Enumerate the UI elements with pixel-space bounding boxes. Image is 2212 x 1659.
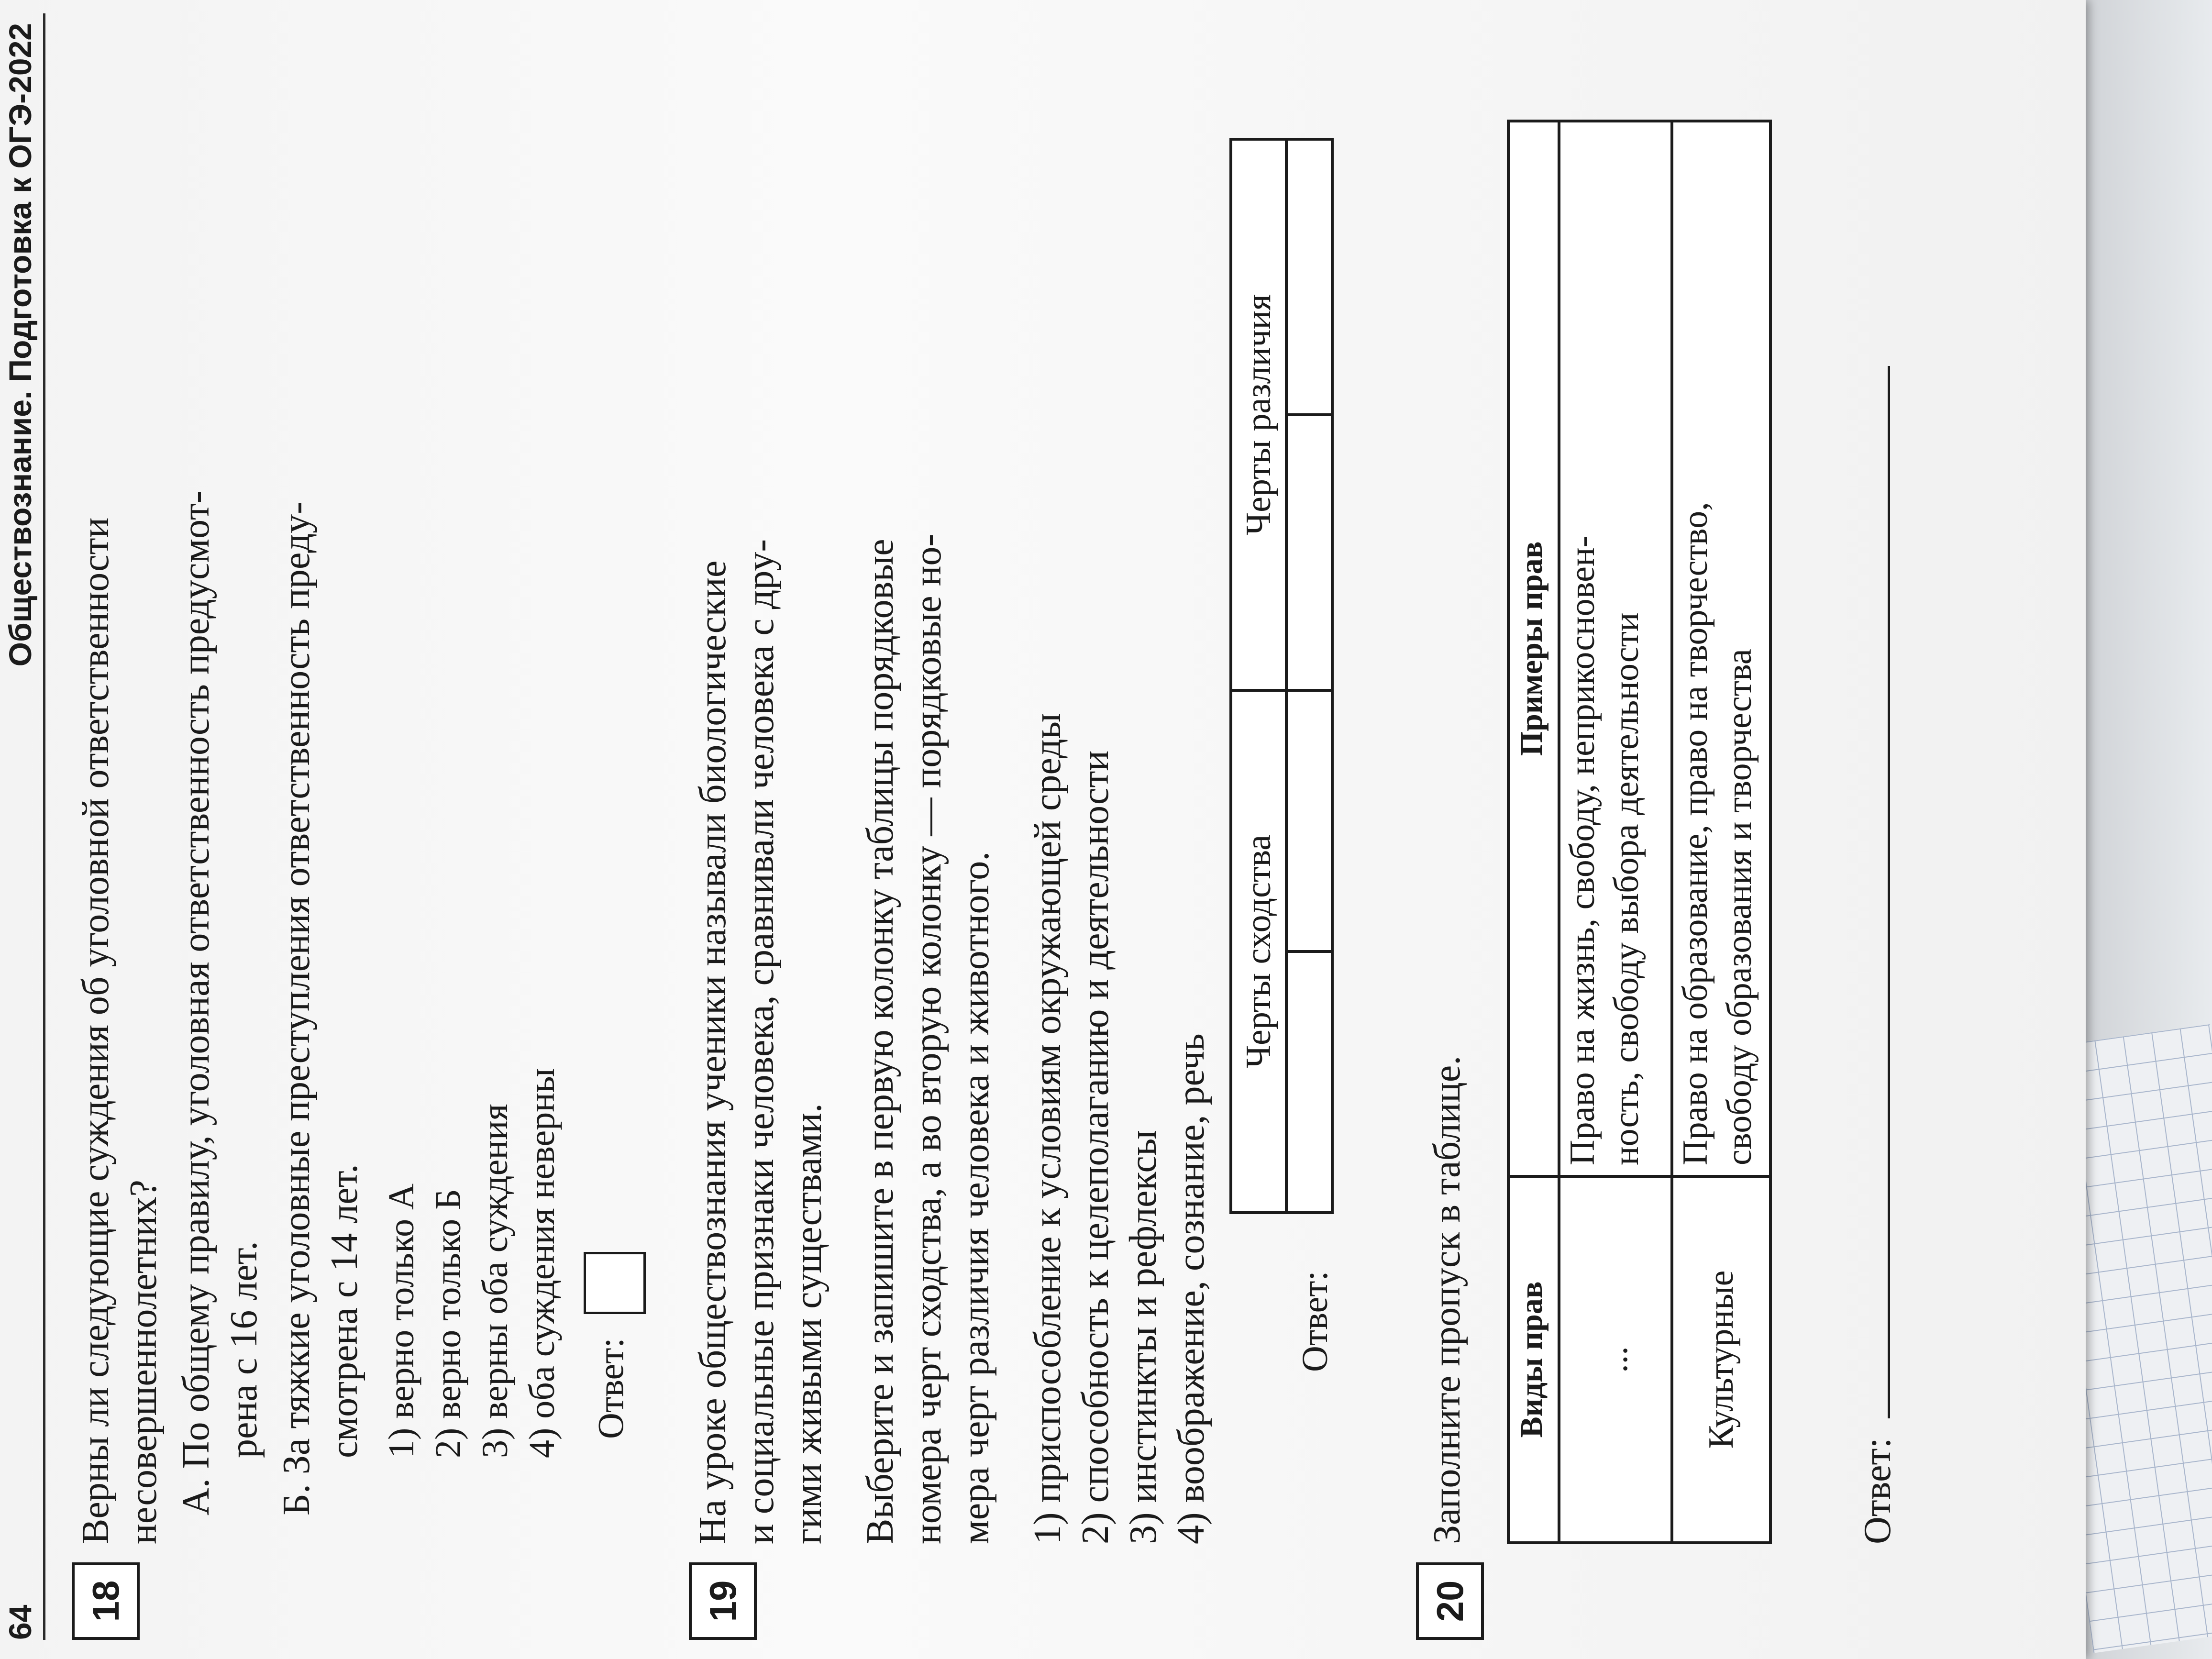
question-19-line: На уроке обществознания ученики называли биологические <box>692 560 734 1544</box>
instruction-line: номера черт сходства, а во вторую колонку — порядковые но- <box>907 533 949 1544</box>
kind-cell: Культурные <box>1672 1176 1770 1543</box>
header-difference: Черты различия <box>1231 139 1286 690</box>
answer-label: Ответ: <box>1857 1438 1899 1544</box>
answer-cell[interactable] <box>1286 139 1332 415</box>
rights-table <box>1507 120 1772 1544</box>
question-18-answer <box>584 1252 646 1439</box>
answer-line[interactable] <box>1888 366 1890 1418</box>
answer-box[interactable] <box>584 1252 646 1314</box>
table-header-row <box>1231 139 1286 1213</box>
statement-b <box>273 272 368 1515</box>
question-19-options <box>1024 300 1215 1544</box>
statement-a-line: рена с 16 лет. <box>223 1241 265 1458</box>
question-18-text <box>72 300 167 1544</box>
question-19-instruction <box>856 300 1000 1544</box>
statement-a <box>172 272 268 1515</box>
question-19-text <box>689 300 832 1544</box>
examples-line: свободу образования и творчества <box>1720 649 1759 1165</box>
similarity-difference-table <box>1229 138 1334 1214</box>
answer-cell[interactable] <box>1286 951 1332 1213</box>
question-19-answer-label: Ответ: <box>1295 1271 1335 1372</box>
kind-cell-blank[interactable]: ... <box>1559 1176 1672 1543</box>
question-18-options <box>378 1068 565 1458</box>
page-header <box>0 13 45 1640</box>
question-19-number: 19 <box>689 1562 757 1640</box>
option-2: 2) верно только Б <box>428 1189 468 1458</box>
answer-label: Ответ: <box>591 1338 631 1439</box>
question-20-text: Заполните пропуск в таблице. <box>1426 1055 1468 1544</box>
examples-line: ность, свободу выбора деятельности <box>1607 612 1646 1165</box>
statement-b-line: Б. За тяжкие уголовные преступления ответственность преду- <box>276 501 318 1515</box>
table-answer-row <box>1286 139 1332 1213</box>
question-18-line: Верны ли следующие суждения об уголовной ответственности <box>75 517 117 1544</box>
answer-cell[interactable] <box>1286 415 1332 690</box>
option-4: 4) воображение, сознание, речь <box>1170 1033 1212 1544</box>
instruction-line: мера черт различия человека и животного. <box>955 851 997 1544</box>
examples-cell <box>1559 121 1672 1176</box>
examples-line: Право на образование, право на творчество, <box>1676 502 1715 1165</box>
header-examples: Примеры прав <box>1508 121 1559 1176</box>
option-4: 4) оба суждения неверны <box>522 1068 562 1458</box>
page-number: 64 <box>2 1604 38 1640</box>
table-row <box>1559 121 1672 1543</box>
examples-cell <box>1672 121 1770 1176</box>
question-20-number: 20 <box>1416 1562 1484 1640</box>
question-20-answer <box>1856 366 1900 1544</box>
question-18-line: несовершеннолетних? <box>122 1180 165 1544</box>
statement-b-line: смотрена с 14 лет. <box>323 1164 365 1458</box>
statement-a-line: А. По общему правилу, уголовная ответственность предусмот- <box>175 490 217 1515</box>
header-kinds: Виды прав <box>1508 1176 1559 1543</box>
header-similarity: Черты сходства <box>1231 690 1286 1213</box>
answer-cell[interactable] <box>1286 690 1332 951</box>
table-row <box>1672 121 1770 1543</box>
option-3: 3) верны оба суждения <box>475 1104 515 1458</box>
question-19-line: и социальные признаки человека, сравнивали человека с дру- <box>740 539 782 1544</box>
option-1: 1) приспособление к условиям окружающей среды <box>1027 713 1069 1544</box>
table-header-row <box>1508 121 1559 1543</box>
option-1: 1) верно только А <box>381 1183 421 1458</box>
question-18-number: 18 <box>72 1562 140 1640</box>
option-2: 2) способность к целеполаганию и деятельности <box>1074 750 1117 1544</box>
question-19-line: гими живыми существами. <box>787 1103 830 1544</box>
instruction-line: Выберите и запишите в первую колонку таблицы порядковые <box>859 539 901 1544</box>
examples-line: Право на жизнь, свободу, неприкосновен- <box>1563 535 1602 1165</box>
option-3: 3) инстинкты и рефлексы <box>1122 1130 1164 1544</box>
book-title: Обществознание. Подготовка к ОГЭ-2022 <box>2 23 38 667</box>
